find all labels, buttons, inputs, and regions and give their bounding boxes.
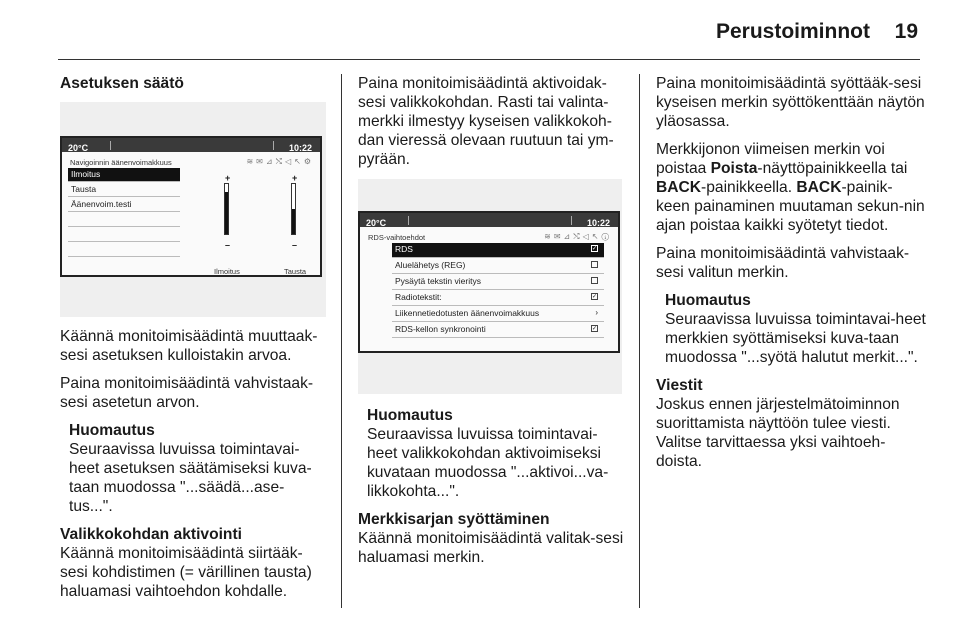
clock: 10:22 [586,218,610,228]
menu-item-label: RDS-kellon synkronointi [395,324,486,334]
clock: 10:22 [288,143,312,153]
note-box [656,291,926,367]
menu-item[interactable] [392,307,604,322]
status-bar [360,213,618,227]
bar-label: Tausta [284,267,307,276]
separator [110,141,111,150]
paragraph: Käännä monitoimisäädintä valitak-sesi haluamasi merkin. [358,530,624,566]
screen-subheader [360,227,618,242]
separator [408,216,409,225]
menu-item[interactable] [392,243,604,258]
text-run: -näyttöpainikkeella tai [757,160,908,177]
volume-bar[interactable] [291,183,296,235]
menu-item[interactable] [68,243,180,257]
plus-icon: + [292,173,298,183]
menu-item[interactable]: Ilmoitus [68,168,180,182]
note-title: Huomautus [665,292,751,309]
paragraph: Joskus ennen järjestelmätoiminnon suorittamista näyttöön tulee viesti. Valitse tarvittaessa yksi vaihtoeh-doista. [656,396,900,470]
screenshot-rds-options [358,179,622,394]
checkbox[interactable] [591,277,598,284]
column-3 [656,74,926,480]
menu-item-label: Radiotekstit: [395,292,442,302]
screenshot-volume-settings [60,102,326,317]
status-bar [62,138,320,152]
page-number: 19 [894,20,918,43]
section-heading: Valikkokohdan aktivointi [60,526,242,543]
header-rule [58,59,920,60]
status-icons: ≋✉⊿⤭◁↖⚙ [246,157,314,166]
menu-item[interactable]: Tausta [68,183,180,197]
display-screen [60,136,322,277]
status-icons: ≋✉⊿⤭◁↖ⓘ [544,232,612,241]
checkbox[interactable] [591,261,598,268]
column-divider [639,74,640,608]
temperature: 20°C [366,218,387,228]
menu-item-label: RDS [395,244,413,254]
paragraph: Paina monitoimisäädintä aktivoidak-sesi valikkokohdan. Rasti tai valinta-merkki ilmestyy kyseisen valikkokoh-dan vieressä olevaan ruutuun tai ym-pyrään. [358,75,614,168]
checkbox[interactable]: ✓ [592,294,598,300]
section-heading: Viestit [656,377,703,394]
back-label: BACK [656,179,702,196]
paragraph: Käännä monitoimisäädintä muuttaak-sesi asetuksen kulloistakin arvoa. [60,328,318,364]
menu-item[interactable] [392,259,604,274]
paragraph [656,140,926,235]
note-box [60,421,326,516]
display-screen [358,211,620,353]
checkbox[interactable]: ✓ [592,326,598,332]
minus-icon: – [225,240,231,250]
menu-item[interactable] [392,291,604,306]
volume-bar[interactable] [224,183,229,235]
section-heading: Merkkisarjan syöttäminen [358,511,550,528]
bar-label: Ilmoitus [214,267,240,276]
separator [273,141,274,150]
text-run: -painikkeella. [701,179,797,196]
poista-label: Poista [710,160,758,177]
note-box [358,406,624,501]
temperature: 20°C [68,143,89,153]
text-run: Merkkijonon viimeisen merkin voi poistaa [656,141,885,177]
column-1 [60,74,326,610]
note-text: Seuraavissa luvuissa toimintavai-heet merkkien syöttämiseksi kuva-taan muodossa "...syötä halutut merkit...". [665,311,926,366]
chapter-title: Perustoiminnot [715,20,870,43]
checkbox[interactable]: ✓ [592,246,598,252]
note-text: Seuraavissa luvuissa toimintavai-heet asetuksen säätämiseksi kuva-taan muodossa "...säädä...ase-tus...". [69,441,312,515]
paragraph: Paina monitoimisäädintä vahvistaak-sesi asetetun arvon. [60,375,314,411]
menu-item[interactable] [68,213,180,227]
screen-subheader [62,152,320,167]
menu-item-label: Liikennetiedotusten äänenvoimakkuus [395,308,540,318]
menu-item-label: Pysäytä tekstin vieritys [395,276,481,286]
section-heading: Asetuksen säätö [60,75,184,92]
menu-item-label: Aluelähetys (REG) [395,260,466,270]
menu-item[interactable]: Äänenvoim.testi [68,198,180,212]
back-label: BACK [796,179,842,196]
note-text: Seuraavissa luvuissa toimintavai-heet valikkokohdan aktivoimiseksi kuvataan muodossa "...aktivoi...va-likkokohta...". [367,426,609,500]
column-2 [358,74,624,576]
menu-item[interactable] [68,228,180,242]
separator [571,216,572,225]
paragraph: Paina monitoimisäädintä syöttääk-sesi kyseisen merkin syöttökenttään näytön yläosassa. [656,75,925,130]
page-header [0,0,960,60]
menu-item[interactable] [392,275,604,290]
plus-icon: + [225,173,231,183]
screen-title: RDS-vaihtoehdot [368,233,426,242]
menu-item[interactable] [392,323,604,338]
note-title: Huomautus [367,407,453,424]
paragraph: Käännä monitoimisäädintä siirtääk-sesi kohdistimen (= värillinen tausta) haluamasi vaihtoehdon kohdalle. [60,545,312,600]
note-title: Huomautus [69,422,155,439]
chevron-right-icon[interactable]: › [595,308,598,317]
text-run: -painik-keen painaminen muutaman sekun-nin ajan poistaa kaikki syötetyt tiedot. [656,179,925,234]
paragraph: Paina monitoimisäädintä vahvistaak-sesi valitun merkin. [656,245,910,281]
column-divider [341,74,342,608]
minus-icon: – [292,240,298,250]
screen-title: Navigoinnin äänenvoimakkuus [70,158,172,167]
